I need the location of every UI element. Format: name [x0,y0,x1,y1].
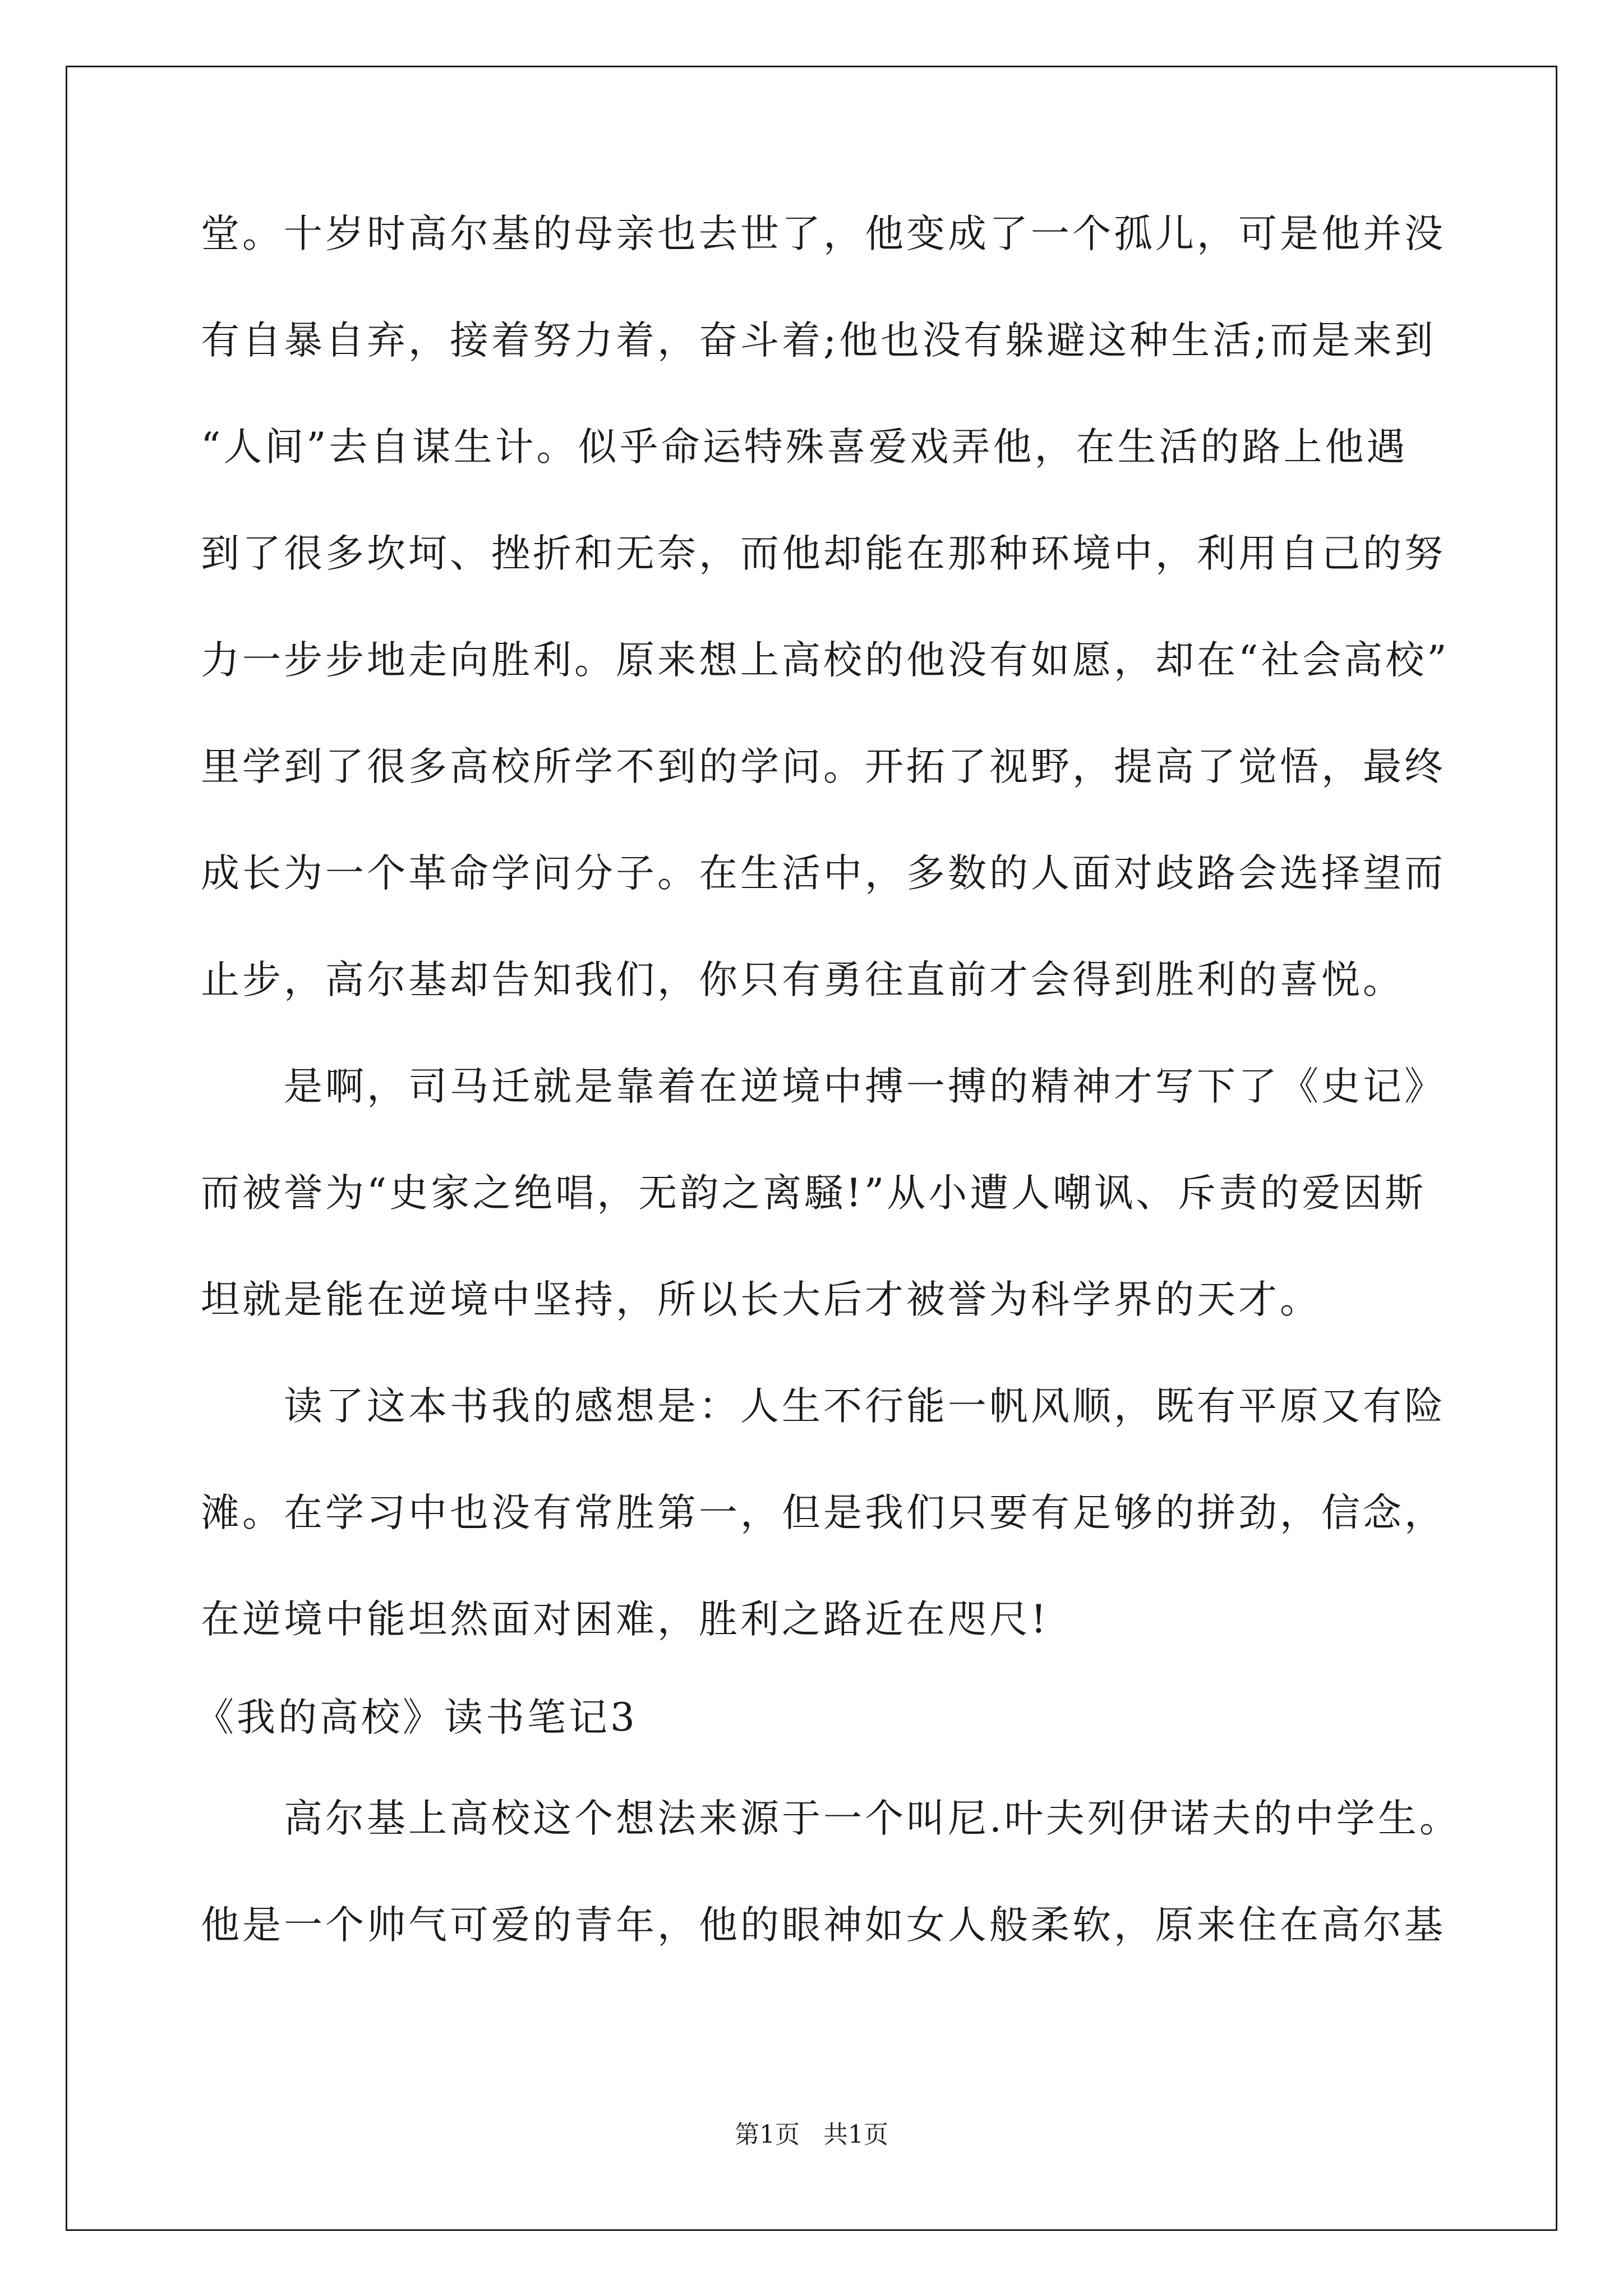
page-number: 第1页 [735,2120,800,2149]
page-total: 共1页 [823,2120,888,2149]
paragraph-start-line: 高尔基上高校这个想法来源于一个叫尼.叶夫列伊诺夫的中学生。 [284,1796,1461,1841]
text-line: 而被誉为“史家之绝唱，无韵之离騒!”从小遭人嘲讽、斥责的爱因斯 [201,1171,1427,1216]
text-line: 滩。在学习中也没有常胜第一，但是我们只要有足够的拼劲，信念， [201,1490,1446,1535]
paragraph-start-line: 读了这本书我的感想是：人生不行能一帆风顺，既有平原又有险 [284,1384,1446,1429]
text-line: 成长为一个革命学问分子。在生活中，多数的人面对歧路会选择望而 [201,851,1446,896]
text-line: 止步，高尔基却告知我们，你只有勇往直前才会得到胜利的喜悦。 [201,958,1404,1002]
section-heading: 《我的高校》读书笔记3 [195,1695,638,1740]
text-line: 到了很多坎坷、挫折和无奈，而他却能在那种环境中，利用自己的努 [201,531,1446,576]
text-line: 他是一个帅气可爱的青年，他的眼神如女人般柔软，原来住在高尔基 [201,1903,1446,1948]
text-line: 里学到了很多高校所学不到的学问。开拓了视野，提高了觉悟，最终 [201,744,1446,789]
text-line: “人间”去自谋生计。似乎命运特殊喜爱戏弄他，在生活的路上他遇 [201,425,1408,470]
text-line: 有自暴自弃，接着努力着，奋斗着;他也没有躲避这种生活;而是来到 [201,318,1436,363]
page-footer [0,2119,1623,2151]
paragraph-start-line: 是啊，司马迁就是靠着在逆境中搏一搏的精神才写下了《史记》 [284,1064,1446,1109]
text-line: 在逆境中能坦然面对困难，胜利之路近在咫尺! [201,1597,1049,1642]
text-line: 坦就是能在逆境中坚持，所以长大后才被誉为科学界的天才。 [201,1277,1321,1322]
text-line: 堂。十岁时高尔基的母亲也去世了，他变成了一个孤儿，可是他并没 [201,211,1446,256]
text-line: 力一步步地走向胜利。原来想上高校的他没有如愿，却在“社会高校” [201,638,1450,683]
